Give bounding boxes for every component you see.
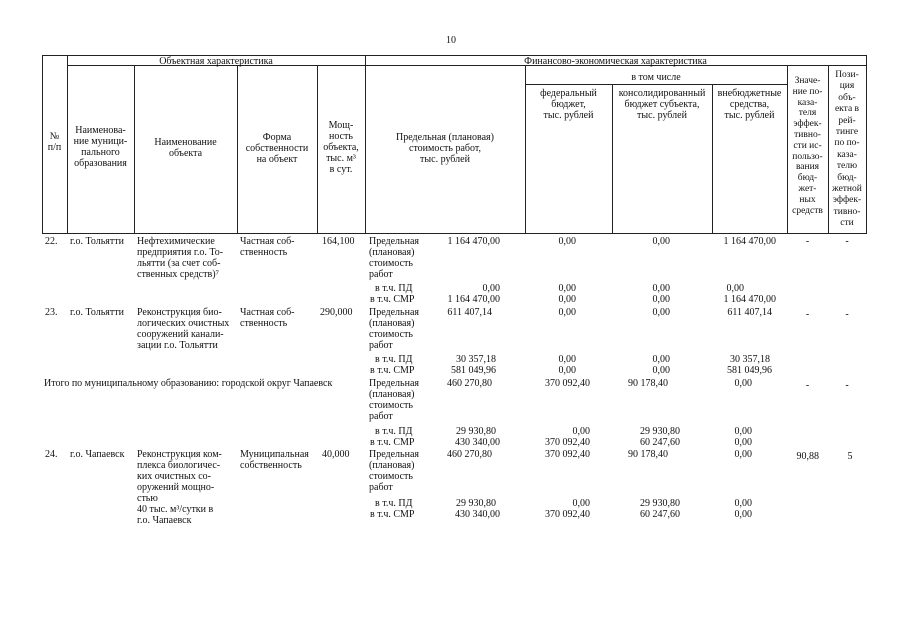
table-cell: Частная соб- ственность xyxy=(240,236,295,258)
table-cell: 29 930,80 xyxy=(456,426,496,437)
table-cell: Предельная (плановая) стоимость работ xyxy=(369,236,419,280)
header-federal: федеральный бюджет, тыс. рублей xyxy=(540,88,597,121)
table-cell: в т.ч. ПД xyxy=(375,354,413,365)
table-cell: 370 092,40 xyxy=(545,437,590,448)
table-cell: 0,00 xyxy=(726,283,744,294)
table-cell: 24. xyxy=(45,449,58,460)
table-cell: 1 164 470,00 xyxy=(447,294,500,305)
table-cell: Предельная (плановая) стоимость работ xyxy=(369,449,419,493)
table-cell: в т.ч. СМР xyxy=(370,437,415,448)
table-cell: 0,00 xyxy=(558,354,576,365)
header-indicator: Значе- ние по- каза- теля эффек- тивно- сти ис- пользо- вания бюд- жет- ных средств xyxy=(792,76,823,216)
header-rating: Пози- ция объ- екта в рей- тинге по по- каза- телю бюд- жетной эффек- тивно- сти xyxy=(832,70,862,229)
header-extrabudget: внебюджетные средства, тыс. рублей xyxy=(717,88,782,121)
table-cell: 1 164 470,00 xyxy=(723,236,776,247)
table-cell: 611 407,14 xyxy=(727,307,772,318)
table-cell: - xyxy=(805,380,810,391)
table-cell: 370 092,40 xyxy=(545,509,590,520)
table-cell: 29 930,80 xyxy=(640,498,680,509)
header-municipality: Наименова- ние муници- пального образования xyxy=(73,125,128,169)
table-cell: 90 178,40 xyxy=(628,378,668,389)
table-cell: Итого по муниципальному образованию: городской округ Чапаевск xyxy=(44,378,333,389)
table-cell: 0,00 xyxy=(558,307,576,318)
table-cell: 430 340,00 xyxy=(455,437,500,448)
table-cell: 23. xyxy=(45,307,58,318)
table-cell: 0,00 xyxy=(652,365,670,376)
table-cell: 370 092,40 xyxy=(545,378,590,389)
table-cell: 30 357,18 xyxy=(730,354,770,365)
header-max-cost: Предельная (плановая) стоимость работ, тыс. рублей xyxy=(396,132,494,165)
table-cell: 0,00 xyxy=(734,378,752,389)
table-cell: Реконструкция ком- плекса биологичес- ких очистных со- оружений мощно- стью 40 тыс. м³/сутки в г.о. Чапаевск xyxy=(137,449,222,526)
table-cell: - xyxy=(805,236,810,247)
table-cell: - xyxy=(805,309,810,320)
table-cell: 0,00 xyxy=(572,498,590,509)
table-cell: 0,00 xyxy=(734,509,752,520)
table-cell: 611 407,14 xyxy=(447,307,492,318)
header-capacity: Мощ- ность объекта, тыс. м³ в сут. xyxy=(323,120,359,175)
table-cell: 22. xyxy=(45,236,58,247)
table-cell: 0,00 xyxy=(652,354,670,365)
table-cell: 1 164 470,00 xyxy=(723,294,776,305)
table-cell: Нефтехимические предприятия г.о. То- льятти (за счет соб- ственных средств)⁷ xyxy=(137,236,224,280)
header-fin-char: Финансово-экономическая характеристика xyxy=(524,56,707,67)
header-obj-char: Объектная характеристика xyxy=(159,56,273,67)
table-cell: - xyxy=(845,309,849,320)
table-cell: 0,00 xyxy=(558,294,576,305)
table-cell: 0,00 xyxy=(734,437,752,448)
table-cell: в т.ч. СМР xyxy=(370,509,415,520)
table-cell: в т.ч. ПД xyxy=(375,498,413,509)
table-cell: 90 178,40 xyxy=(628,449,668,460)
header-num: № п/п xyxy=(47,131,62,153)
table-cell: 30 357,18 xyxy=(456,354,496,365)
table-cell: 581 049,96 xyxy=(727,365,772,376)
table-cell: 5 xyxy=(847,451,853,462)
table-cell: 0,00 xyxy=(734,426,752,437)
table-cell: 1 164 470,00 xyxy=(447,236,500,247)
table-cell: 40,000 xyxy=(322,449,350,460)
table-cell: в т.ч. ПД xyxy=(375,283,413,294)
table-cell: 164,100 xyxy=(322,236,355,247)
table-cell: 0,00 xyxy=(734,449,752,460)
table-cell: Реконструкция био- логических очистных сооружений канали- зации г.о. Тольятти xyxy=(137,307,230,351)
table-cell: 0,00 xyxy=(652,294,670,305)
table-cell: в т.ч. СМР xyxy=(370,365,415,376)
table-cell: 90,88 xyxy=(796,451,819,462)
table-cell: г.о. Тольятти xyxy=(70,236,124,247)
table-cell: 0,00 xyxy=(652,283,670,294)
table-cell: 581 049,96 xyxy=(451,365,496,376)
table-cell: 29 930,80 xyxy=(456,498,496,509)
table-cell: 460 270,80 xyxy=(447,378,492,389)
table-cell: в т.ч. СМР xyxy=(370,294,415,305)
table-cell: Предельная (плановая) стоимость работ xyxy=(369,307,419,351)
table-cell: 0,00 xyxy=(652,307,670,318)
table-cell: 29 930,80 xyxy=(640,426,680,437)
table-cell: Муниципальная собственность xyxy=(240,449,309,471)
page-number: 10 xyxy=(446,35,456,46)
table-cell: 0,00 xyxy=(558,236,576,247)
header-including: в том числе xyxy=(631,72,681,83)
table-cell: 370 092,40 xyxy=(545,449,590,460)
header-consolidated: консолидированный бюджет субъекта, тыс. рублей xyxy=(618,88,706,121)
table-cell: - xyxy=(845,380,849,391)
table-cell: 0,00 xyxy=(482,283,500,294)
table-cell: 0,00 xyxy=(558,283,576,294)
table-cell: в т.ч. ПД xyxy=(375,426,413,437)
header-object-name: Наименование объекта xyxy=(154,137,217,159)
table-cell: 0,00 xyxy=(558,365,576,376)
header-ownership: Форма собственности на объект xyxy=(245,132,309,165)
table-cell: Частная соб- ственность xyxy=(240,307,295,329)
table-cell: 0,00 xyxy=(572,426,590,437)
table-cell: - xyxy=(845,236,849,247)
table-cell: 60 247,60 xyxy=(640,437,680,448)
table-cell: 0,00 xyxy=(734,498,752,509)
table-cell: 460 270,80 xyxy=(447,449,492,460)
table-cell: 290,000 xyxy=(320,307,353,318)
table-cell: 0,00 xyxy=(652,236,670,247)
table-cell: 60 247,60 xyxy=(640,509,680,520)
table-cell: г.о. Тольятти xyxy=(70,307,124,318)
table-cell: Предельная (плановая) стоимость работ xyxy=(369,378,419,422)
table-cell: 430 340,00 xyxy=(455,509,500,520)
table-cell: г.о. Чапаевск xyxy=(70,449,125,460)
